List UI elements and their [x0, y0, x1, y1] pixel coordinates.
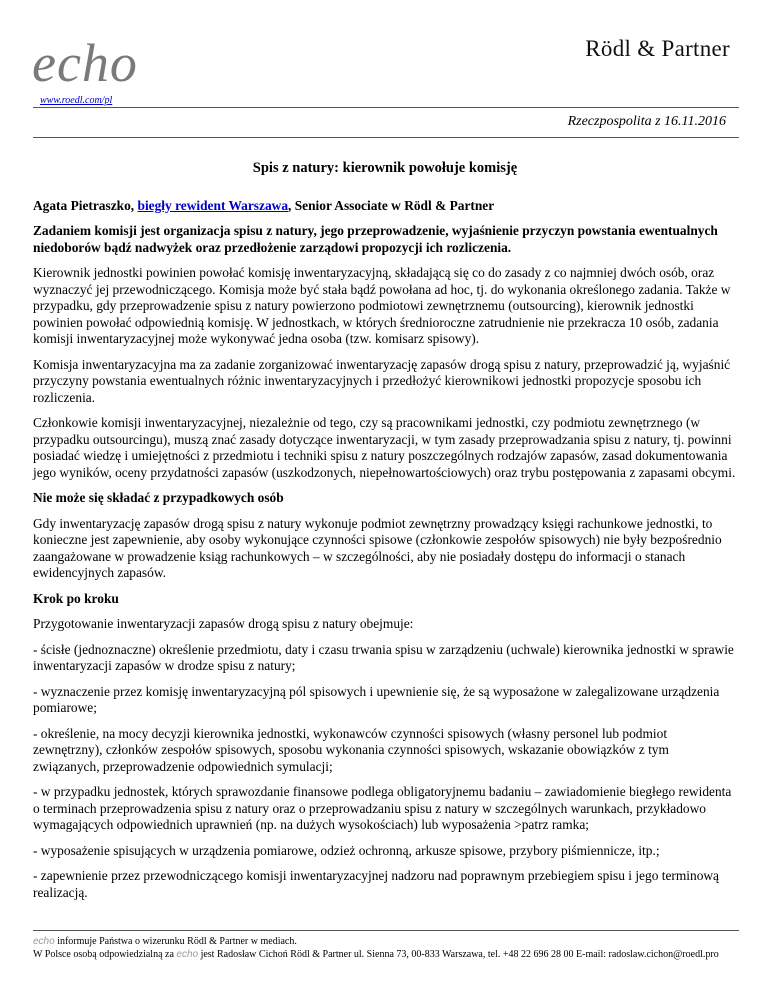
- author-role: , Senior Associate w Rödl & Partner: [288, 197, 495, 213]
- footer-divider: [33, 930, 739, 931]
- website-link[interactable]: www.roedl.com/pl: [40, 95, 113, 106]
- list-item: - określenie, na mocy decyzji kierownika jednostki, wykonawców czynności spisowych (własny personel lub podmiot zewnętrzny), członków zespołów spisowych, sposobu wykonania czynności spisowych, wskazanie obowiązków z tym związanych, przeprowadzenie odpowiednich symulacji;: [33, 725, 669, 774]
- footer-line-2: [33, 948, 753, 961]
- paragraph: Kierownik jednostki powinien powołać komisję inwentaryzacyjną, składającą się co do zasady z co najmniej dwóch osób, oraz wyznaczyć jej przewodniczącego. Komisja może być stała bądź powołana ad hoc, tj. do wykonania określonego zadania. Także w przypadku, gdy przeprowadzenie spisu z natury powierzono podmiotowi zewnętrznemu (outsourcing), kierownik jednostki powinien powołać odpowiednią komisję. W jednostkach, w których średnioroczne zatrudnienie nie przekracza 10 osób, zadania komisji inwentaryzacyjnej może wykonywać jedna osoba (tzw. komisarz spisowy).: [33, 265, 731, 346]
- list-item: - ścisłe (jednoznaczne) określenie przedmiotu, daty i czasu trwania spisu w zarządzeniu (uchwale) kierownika jednostki w sprawie inwentaryzacji zapasów w drodze spisu z natury;: [33, 641, 734, 673]
- paragraph: Komisja inwentaryzacyjna ma za zadanie zorganizować inwentaryzację zapasów drogą spisu z natury, przeprowadzić ją, wyjaśnić przyczyny powstania ewentualnych różnic inwentaryzacyjnych i przedłożyć kierownikowi jednostki propozycje sposobu ich rozliczenia.: [33, 356, 731, 405]
- paragraph: Gdy inwentaryzację zapasów drogą spisu z natury wykonuje podmiot zewnętrzny prowadzący księgi rachunkowe jednostki, to konieczne jest zapewnienie, aby osoby wykonujące czynności spisowe (członkowie zespołów spisowych) nie były bezpośrednio zaangażowane w prowadzenie ksiąg rachunkowych – w szczególności, aby nie posiadały dostępu do informacji o stanach ewidencyjnych zapasów.: [33, 515, 722, 580]
- section-heading: Nie może się składać z przypadkowych osób: [33, 490, 284, 505]
- author-line: [33, 198, 737, 215]
- article-lead: Zadaniem komisji jest organizacja spisu z natury, jego przeprowadzenie, wyjaśnienie przyczyn powstania ewentualnych niedoborów bądź nadwyżek oraz przedłożenie zarządowi propozycji ich rozliczenia.: [33, 223, 718, 255]
- article-body: [33, 160, 737, 910]
- section-heading: Krok po kroku: [33, 590, 119, 606]
- footer-echo-logo: echo: [176, 949, 199, 960]
- list-item: - w przypadku jednostek, których sprawozdanie finansowe podlega obligatoryjnemu badaniu – zawiadomienie biegłego rewidenta o terminach przeprowadzenia spisu z natury oraz o przeprowadzaniu spisu z natury w szczególnych warunkach, przykładowo wymagających odpowiednich uprawnień (np. na dużych wysokościach) lub wyposażenia >patrz ramka;: [33, 784, 732, 832]
- list-item: - wyposażenie spisujących w urządzenia pomiarowe, odzież ochronną, arkusze spisowe, przybory piśmiennicze, itp.;: [33, 842, 660, 858]
- footer-text: W Polsce osobą odpowiedzialną za: [33, 949, 177, 960]
- paragraph: Przygotowanie inwentaryzacji zapasów drogą spisu z natury obejmuje:: [33, 616, 414, 631]
- footer-line-1: [33, 935, 753, 948]
- publication-source: Rzeczpospolita z 16.11.2016: [567, 114, 726, 129]
- article-title: Spis z natury: kierownik powołuje komisję: [252, 160, 518, 176]
- echo-logo: echo: [32, 33, 138, 93]
- footer-echo-logo: echo: [33, 936, 55, 947]
- paragraph: Członkowie komisji inwentaryzacyjnej, niezależnie od tego, czy są pracownikami jednostki, czy podmiotu zewnętrznego (w przypadku outsourcingu), muszą znać zasady dotyczące inwentaryzacji, w tym zasady przeprowadzania spisu z natury, tj. powinni posiadać wiedzę i umiejętności z przedmiotu i techniki spisu z natury poszczególnych rodzajów zapasów, zasad dokumentowania jego wyników, oceny przydatności zapasów (uszkodzonych, niepełnowartościowych) oraz trybu postępowania z zapasami obcymi.: [33, 415, 736, 480]
- footer-contact: jest Radosław Cichoń Rödl & Partner ul. Sienna 73, 00-833 Warszawa, tel. +48 22 696 28 00 E-mail: radoslaw.cichon@roedl.pro: [198, 949, 719, 960]
- roedl-partner-logo: Rödl & Partner: [585, 36, 730, 61]
- author-link[interactable]: biegły rewident Warszawa: [137, 197, 289, 213]
- header-divider: [33, 107, 739, 108]
- source-divider: [33, 137, 739, 138]
- list-item: - zapewnienie przez przewodniczącego komisji inwentaryzacyjnej nadzoru nad poprawnym przebiegiem spisu i jego terminową realizacją.: [33, 868, 720, 900]
- author-name: Agata Pietraszko,: [33, 197, 138, 213]
- list-item: - wyznaczenie przez komisję inwentaryzacyjną pól spisowych i upewnienie się, że są wyposażone w zalegalizowane urządzenia pomiarowe;: [33, 683, 720, 715]
- footer-text: informuje Państwa o wizerunku Rödl & Partner w mediach.: [54, 936, 297, 947]
- footer: [33, 935, 753, 961]
